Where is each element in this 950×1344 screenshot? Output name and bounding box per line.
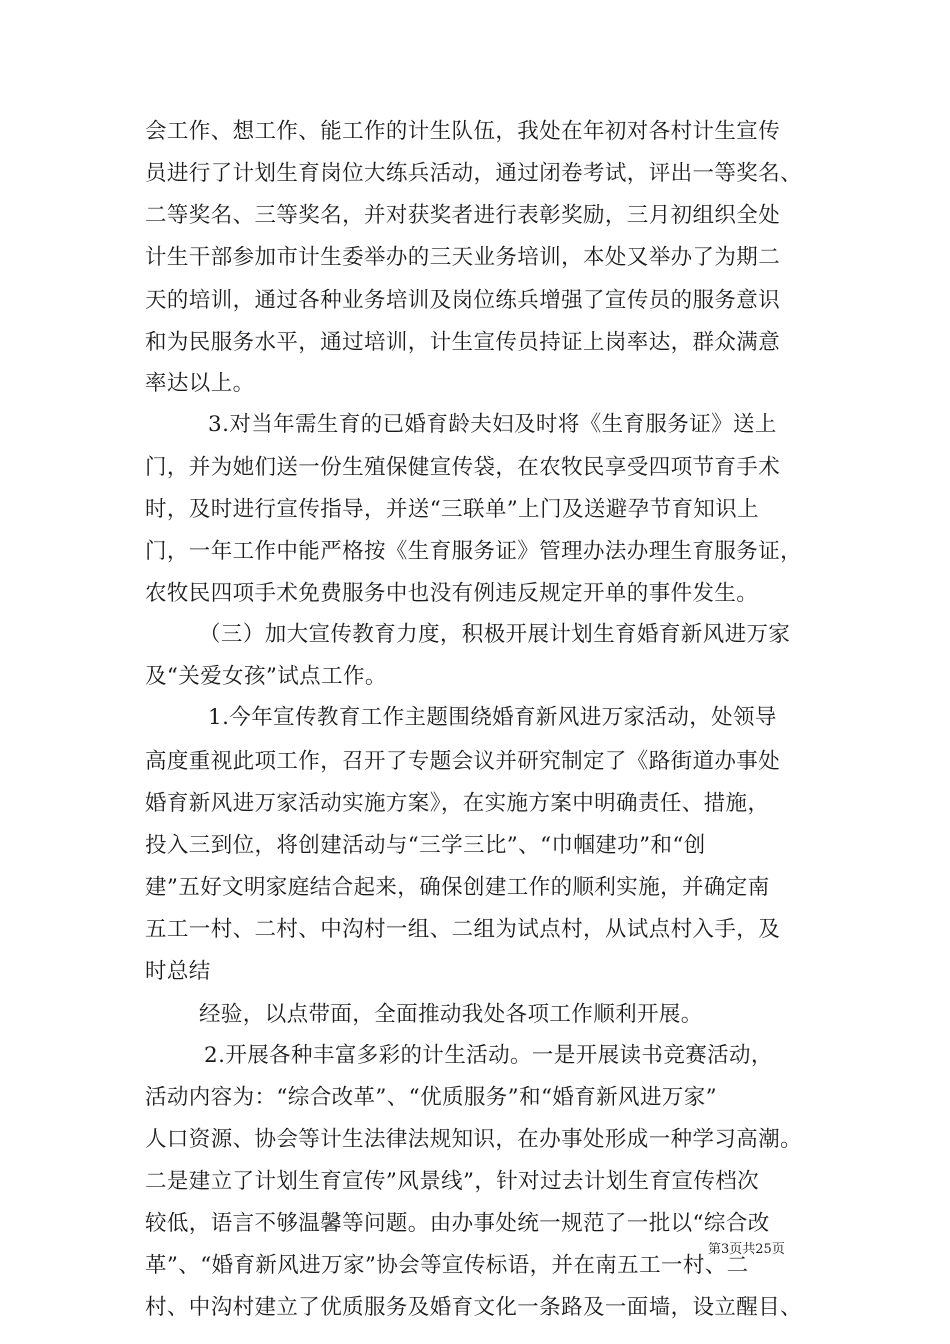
text-line: 村、中沟村建立了优质服务及婚育文化一条路及一面墙，设立醒目、: [145, 1295, 803, 1320]
text-line: 时，及时进行宣传指导，并送“三联单”上门及送避孕节育知识上: [145, 497, 760, 522]
text-line: 婚育新风进万家活动实施方案》，在实施方案中明确责任、措施，: [145, 791, 770, 816]
text-line: 会工作、想工作、能工作的计生队伍，我处在年初对各村计生宣传: [145, 119, 781, 144]
text-line: 五工一村、二村、中沟村一组、二组为试点村，从试点村入手，及: [145, 917, 781, 942]
section-heading: （三）加大宣传教育力度，积极开展计划生育婚育新风进万家: [199, 622, 791, 647]
text-line: 经验，以点带面，全面推动我处各项工作顺利开展。: [199, 1002, 703, 1027]
text-line: 投入三到位，将创建活动与“三学三比”、“巾帼建功”和“创: [145, 833, 706, 858]
page-number: 第3页共25页: [708, 1242, 785, 1257]
text-line: 门，一年工作中能严格按《生育服务证》管理办法办理生育服务证，: [145, 539, 803, 564]
section-heading: 及“关爱女孩”试点工作。: [145, 664, 387, 689]
text-line: 1.今年宣传教育工作主题围绕婚育新风进万家活动，处领导: [208, 705, 777, 730]
text-line: 时总结: [145, 959, 211, 984]
text-line: 人口资源、协会等计生法律法规知识，在办事处形成一种学习高潮。: [145, 1127, 803, 1152]
text-line: 员进行了计划生育岗位大练兵活动，通过闭卷考试，评出一等奖名、: [145, 161, 803, 186]
text-line: 活动内容为：“综合改革”、“优质服务”和“婚育新风进万家”: [145, 1085, 718, 1110]
text-line: 二是建立了计划生育宣传”风景线”，针对过去计划生育宣传档次: [145, 1169, 760, 1194]
text-line: 革”、“婚育新风进万家”协会等宣传标语，并在南五工一村、二: [145, 1253, 749, 1278]
text-line: 农牧民四项手术免费服务中也没有例违反规定开单的事件发生。: [145, 581, 759, 606]
text-line: 较低，语言不够温馨等问题。由办事处统一规范了一批以“综合改: [145, 1211, 770, 1236]
text-line: 率达以上。: [145, 371, 255, 396]
text-line: 和为民服务水平，通过培训，计生宣传员持证上岗率达，群众满意: [145, 330, 781, 355]
text-line: 门，并为她们送一份生殖保健宣传袋，在农牧民享受四项节育手术: [145, 455, 781, 480]
text-line: 计生干部参加市计生委举办的三天业务培训，本处又举办了为期二: [145, 245, 781, 270]
text-line: 二等奖名、三等奖名，并对获奖者进行表彰奖励，三月初组织全处: [145, 203, 781, 228]
text-line: 3.对当年需生育的已婚育龄夫妇及时将《生育服务证》送上: [208, 412, 777, 437]
text-line: 高度重视此项工作，召开了专题会议并研究制定了《路街道办事处: [145, 749, 781, 774]
text-line: 2.开展各种丰富多彩的计生活动。一是开展读书竞赛活动，: [204, 1043, 773, 1068]
text-line: 建”五好文明家庭结合起来，确保创建工作的顺利实施，并确定南: [145, 875, 770, 900]
text-line: 天的培训，通过各种业务培训及岗位练兵增强了宣传员的服务意识: [145, 288, 781, 313]
